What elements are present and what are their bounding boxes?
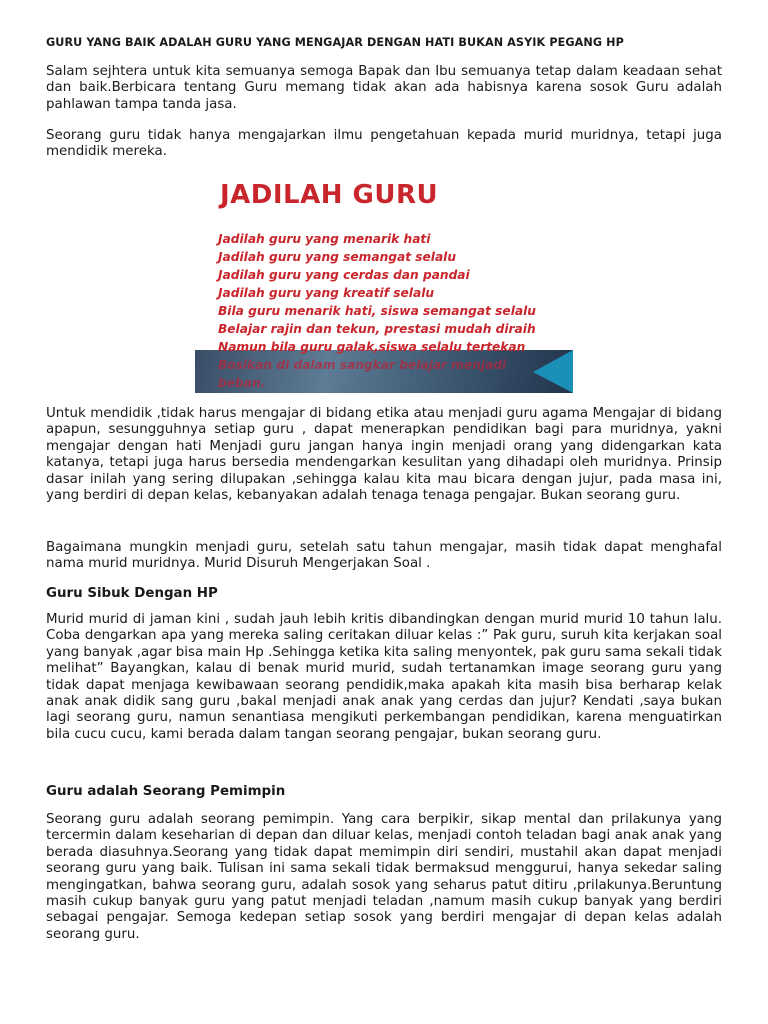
document-title: GURU YANG BAIK ADALAH GURU YANG MENGAJAR DENGAN HATI BUKAN ASYIK PEGANG HP <box>46 36 624 49</box>
poster-title: JADILAH GURU <box>220 180 439 210</box>
poster-line: Jadilah guru yang menarik hati <box>218 232 431 246</box>
intro-paragraph-1: Salam sejhtera untuk kita semuanya semoga Bapak dan Ibu semuanya tetap dalam keadaan sehat dan baik.Berbicara tentang Guru memang tidak akan ada habisnya karena sosok Guru adalah pahlawan tampa tanda jasa. <box>46 64 722 112</box>
section-heading-guru-pemimpin: Guru adalah Seorang Pemimpin <box>46 784 286 799</box>
poster-lines <box>218 230 536 392</box>
poster-line: Belajar rajin dan tekun, prestasi mudah diraih <box>218 322 536 336</box>
poster-line: Bosikan di dalam sangkar belajar menjadi <box>218 358 507 372</box>
poster-line: Bila guru menarik hati, siswa semangat selalu <box>218 304 536 318</box>
section-paragraph-guru-sibuk: Murid murid di jaman kini , sudah jauh lebih kritis dibandingkan dengan murid murid 10 tahun lalu. Coba dengarkan apa yang mereka saling ceritakan diluar kelas :” Pak guru, suruh kita kerjakan soal yang banyak ,agar bisa main Hp .Sehingga ketika kita saling menyontek, pak guru sama sekali tidak melihat” Bayangkan, kalau di benak murid murid, sudah tertanamkan image seorang guru yang tidak dapat menjaga kewibawaan seorang pendidik,maka apakah kita masih bisa berharap kelak anak anak didik sang guru ,bakal menjadi anak anak yang cerdas dan jujur? Kendati ,saya bukan lagi seorang guru, namun senantiasa mengikuti perkembangan pendidikan, karena menguatirkan bila cucu cucu, kami berada dalam tangan seorang pengajar, bukan seorang guru. <box>46 612 722 742</box>
jadilah-guru-poster-image <box>195 178 573 393</box>
poster-line: Jadilah guru yang cerdas dan pandai <box>218 268 470 282</box>
poster-line: Namun bila guru galak,siswa selalu tertekan <box>218 340 526 354</box>
poster-line: Jadilah guru yang semangat selalu <box>218 250 457 264</box>
poster-line: Jadilah guru yang kreatif selalu <box>218 286 435 300</box>
poster-line: beban. <box>218 376 266 390</box>
body-paragraph-2: Bagaimana mungkin menjadi guru, setelah satu tahun mengajar, masih tidak dapat menghafal nama murid muridnya. Murid Disuruh Mengerjakan Soal . <box>46 540 722 572</box>
intro-paragraph-2: Seorang guru tidak hanya mengajarkan ilmu pengetahuan kepada murid muridnya, tetapi juga mendidik mereka. <box>46 128 722 160</box>
section-heading-guru-sibuk: Guru Sibuk Dengan HP <box>46 586 218 601</box>
body-paragraph-1: Untuk mendidik ,tidak harus mengajar di bidang etika atau menjadi guru agama Mengajar di bidang apapun, sesungguhnya setiap guru , dapat menerapkan pendidikan bagi para muridnya, yakni mengajar dengan hati Menjadi guru jangan hanya ingin menjadi orang yang didengarkan kata katanya, tetapi juga harus bersedia mendengarkan kesulitan yang dihadapi oleh muridnya. Prinsip dasar inilah yang sering dilupakan ,sehingga kalau kita mau bicara dengan jujur, pada masa ini, yang berdiri di depan kelas, kebanyakan adalah tenaga tenaga pengajar. Bukan seorang guru. <box>46 406 722 504</box>
section-paragraph-guru-pemimpin: Seorang guru adalah seorang pemimpin. Yang cara berpikir, sikap mental dan prilakunya yang tercermin dalam keseharian di depan dan diluar kelas, menjadi contoh teladan bagi anak anak yang berada diasuhnya.Seorang yang tidak dapat memimpin diri sendiri, mustahil akan dapat menjadi seorang guru yang baik. Tulisan ini sama sekali tidak bermaksud menggurui, hanya sekedar saling mengingatkan, bahwa seorang guru, adalah sosok yang seharus patut ditiru ,prilakunya.Beruntung masih cukup banyak guru yang patut menjadi teladan ,namum masih cukup banyak yang berdiri sebagai pengajar. Semoga kedepan setiap sosok yang berdiri mengajar di depan kelas adalah seorang guru. <box>46 812 722 942</box>
